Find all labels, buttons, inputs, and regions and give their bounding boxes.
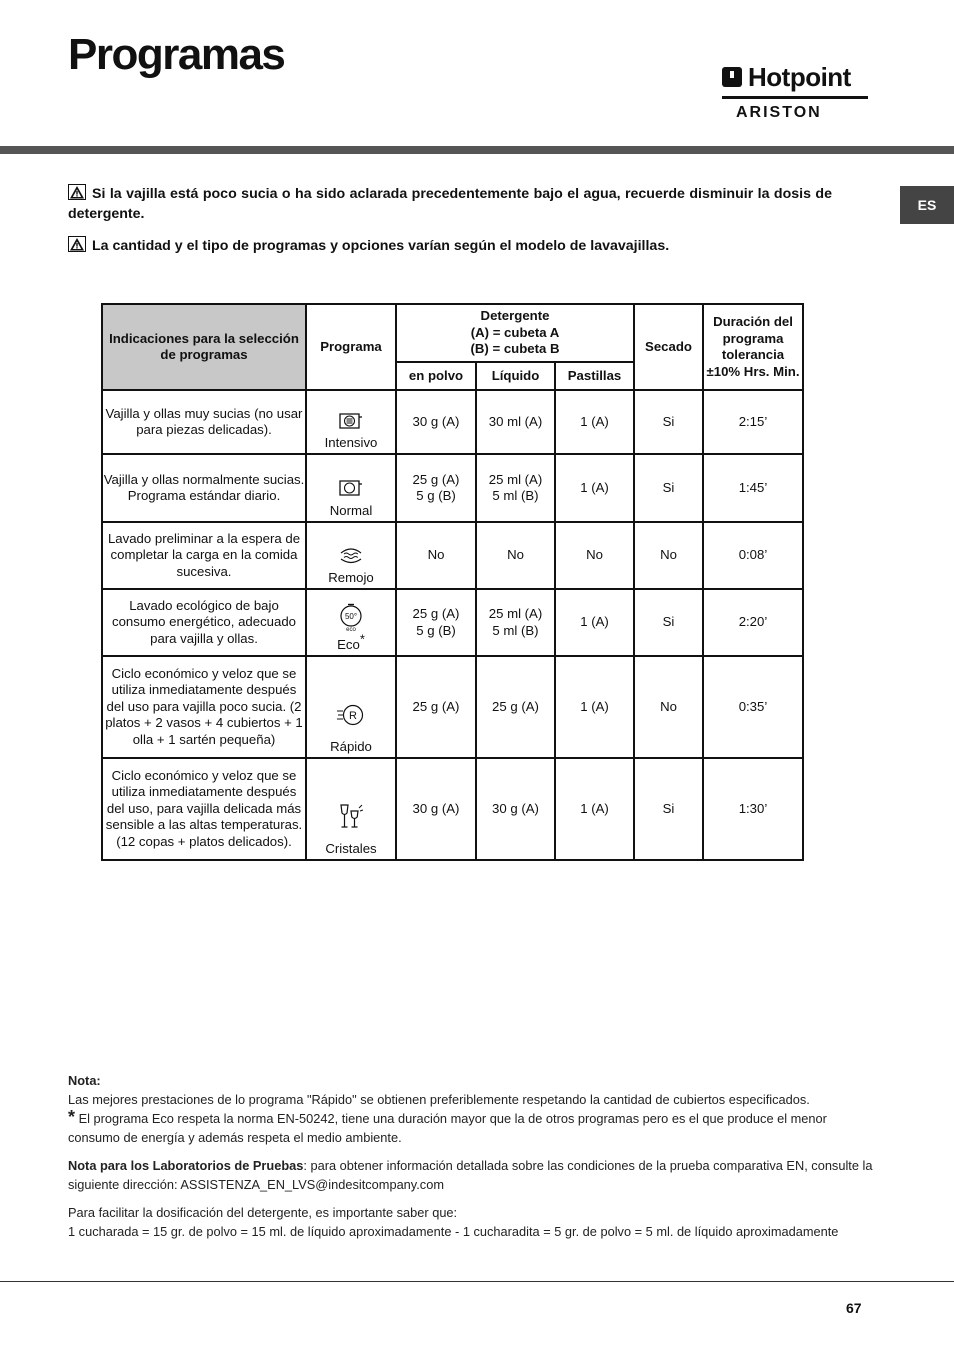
powder-cell: No (396, 522, 476, 589)
powder-cell: 30 g (A) (396, 758, 476, 860)
header-powder: en polvo (396, 362, 476, 390)
warning-note-2 (68, 236, 832, 256)
logo-brand: Hotpoint (748, 62, 851, 92)
liquid-cell: 25 g (A) (476, 656, 555, 758)
program-name: Remojo (328, 569, 374, 585)
eco-mark-label: eco (346, 627, 356, 632)
powder-cell: 25 g (A) 5 g (B) (396, 454, 476, 522)
tablets-cell: 1 (A) (555, 589, 634, 656)
header-drying: Secado (634, 304, 703, 390)
footer-rule (0, 1281, 954, 1282)
drying-cell: No (634, 522, 703, 589)
table-row (102, 758, 803, 860)
header-indications: Indicaciones para la selección de programas (102, 304, 306, 390)
liquid-cell: 25 ml (A) 5 ml (B) (476, 454, 555, 522)
powder-cell: 25 g (A) (396, 656, 476, 758)
drying-cell: Si (634, 758, 703, 860)
program-cell (306, 522, 396, 589)
row-description: Vajilla y ollas muy sucias (no usar para piezas delicadas). (102, 390, 306, 454)
program-name: Cristales (325, 840, 377, 856)
program-cell (306, 656, 396, 758)
program-asterisk: * (359, 631, 365, 647)
liquid-cell: No (476, 522, 555, 589)
hotpoint-logo-mark-icon (722, 67, 742, 87)
duration-cell: 1:45’ (703, 454, 803, 522)
row-description: Vajilla y ollas normalmente sucias. Programa estándar diario. (102, 454, 306, 522)
program-cell (306, 758, 396, 860)
note-eco (68, 1109, 878, 1147)
drying-cell: No (634, 656, 703, 758)
table-row (102, 522, 803, 589)
intensive-pot-icon (338, 408, 364, 432)
table-row (102, 454, 803, 522)
header-detergent: Detergente (A) = cubeta A (B) = cubeta B (396, 304, 634, 362)
page-title: Programas (68, 30, 285, 79)
drying-cell: Si (634, 589, 703, 656)
warning-text-2: La cantidad y el tipo de programas y opciones varían según el modelo de lavavajillas. (92, 238, 670, 254)
note-labs-text: : para obtener información detallada sobre las condiciones de la prueba comparativa EN, consulte la siguiente dirección: ASSISTENZA_EN_LVS@indesitcompany.com (68, 1158, 873, 1192)
program-cell (306, 390, 396, 454)
notes-section (68, 1071, 878, 1241)
row-description: Lavado ecológico de bajo consumo energético, adecuado para vajilla y ollas. (102, 589, 306, 656)
notes-heading: Nota: (68, 1073, 101, 1088)
program-name: Eco (337, 636, 360, 652)
note-asterisk: * (68, 1107, 76, 1127)
note-eco-text: El programa Eco respeta la norma EN-50242, tiene una duración mayor que la de otros programas pero es el que produce el menor consumo de energía y además respeta el medio ambiente. (68, 1111, 827, 1145)
row-description: Ciclo económico y veloz que se utiliza inmediatamente después del uso para vajilla poco sucia. (2 platos + 2 vasos + 4 cubiertos + 1 olla + 1 sartén pequeña) (102, 656, 306, 758)
row-description: Lavado preliminar a la espera de completar la carga en la comida sucesiva. (102, 522, 306, 589)
tablets-cell: No (555, 522, 634, 589)
tablets-cell: 1 (A) (555, 656, 634, 758)
powder-cell: 30 g (A) (396, 390, 476, 454)
duration-cell: 1:30’ (703, 758, 803, 860)
program-cell (306, 589, 396, 656)
duration-cell: 0:08’ (703, 522, 803, 589)
row-description: Ciclo económico y veloz que se utiliza inmediatamente después del uso, para vajilla delicada más sensible a las altas temperaturas. (12 copas + platos delicados). (102, 758, 306, 860)
note-labs-label: Nota para los Laboratorios de Pruebas (68, 1158, 304, 1173)
soak-icon (338, 543, 364, 567)
header-liquid: Líquido (476, 362, 555, 390)
duration-cell: 2:15’ (703, 390, 803, 454)
note-dosage-intro: Para facilitar la dosificación del detergente, es importante saber que: (68, 1205, 458, 1220)
program-name-wrap (307, 631, 395, 654)
header-duration: Duración del programa tolerancia ±10% Hrs. Min. (703, 304, 803, 390)
duration-cell: 2:20’ (703, 589, 803, 656)
programs-table (101, 303, 804, 861)
drying-cell: Si (634, 454, 703, 522)
table-row (102, 656, 803, 758)
note-dosage-text: 1 cucharada = 15 gr. de polvo = 15 ml. de líquido aproximadamente - 1 cucharadita = 5 gr. de polvo = 5 ml. de líquido aproximadamente (68, 1224, 839, 1239)
tablets-cell: 1 (A) (555, 758, 634, 860)
header-tablets: Pastillas (555, 362, 634, 390)
normal-pot-icon (338, 475, 364, 499)
header-program: Programa (306, 304, 396, 390)
glasses-icon (338, 803, 364, 831)
program-cell (306, 454, 396, 522)
liquid-cell: 30 g (A) (476, 758, 555, 860)
logo-divider (722, 96, 868, 99)
program-name: Rápido (330, 738, 372, 754)
eco-50-icon (338, 602, 364, 632)
note-rapid: Las mejores prestaciones de lo programa "Rápido" se obtienen preferiblemente respetando la cantidad de cubiertos especificados. (68, 1092, 810, 1107)
tablets-cell: 1 (A) (555, 390, 634, 454)
warning-triangle-icon (68, 236, 86, 252)
warning-note-1 (68, 184, 832, 224)
note-labs (68, 1156, 878, 1194)
program-name: Normal (329, 502, 373, 518)
tablets-cell: 1 (A) (555, 454, 634, 522)
warning-triangle-icon (68, 184, 86, 200)
eco-temp-label: 50° (344, 612, 358, 621)
liquid-cell: 30 ml (A) (476, 390, 555, 454)
rapid-icon-letter: R (349, 710, 357, 722)
language-tab: ES (900, 186, 954, 224)
logo-sub: ARISTON (736, 104, 822, 121)
duration-cell: 0:35’ (703, 656, 803, 758)
table-row (102, 390, 803, 454)
program-name: Intensivo (324, 434, 378, 450)
drying-cell: Si (634, 390, 703, 454)
header-bar (0, 146, 954, 154)
table-row (102, 589, 803, 656)
rapid-icon (336, 703, 366, 727)
hotpoint-ariston-logo (722, 62, 868, 122)
powder-cell: 25 g (A) 5 g (B) (396, 589, 476, 656)
warning-text-1: Si la vajilla está poco sucia o ha sido aclarada precedentemente bajo el agua, recuerde disminuir la dosis de detergente. (68, 186, 832, 222)
liquid-cell: 25 ml (A) 5 ml (B) (476, 589, 555, 656)
page-number: 67 (846, 1300, 862, 1316)
